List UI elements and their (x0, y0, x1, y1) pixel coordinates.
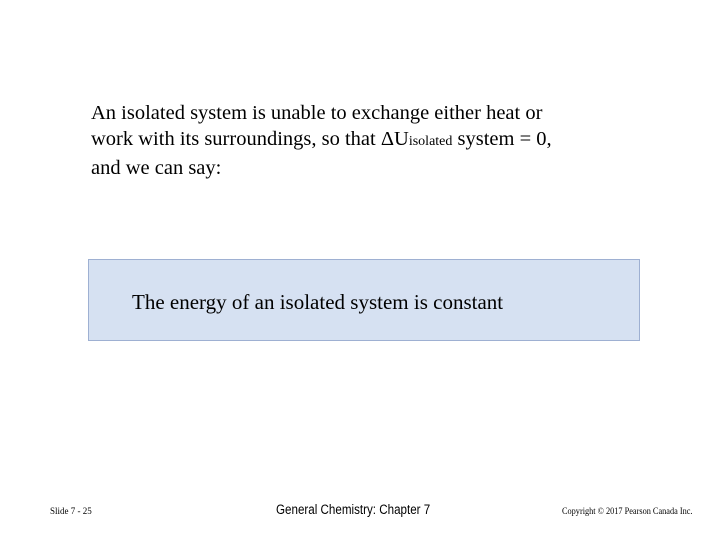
body-line-2-end: system = 0, (452, 128, 552, 150)
body-line-2 (91, 126, 651, 155)
callout-text: The energy of an isolated system is constant (132, 290, 504, 314)
body-line-1: An isolated system is unable to exchange either heat or (91, 102, 543, 124)
isolated-subscript: isolated (408, 134, 453, 149)
body-line-3: and we can say: (91, 157, 222, 179)
slide-body-text (91, 100, 651, 181)
footer-course-title: General Chemistry: Chapter 7 (276, 502, 431, 517)
callout-box (88, 259, 640, 341)
slide-number: Slide 7 - 25 (50, 506, 92, 516)
body-line-2-start: work with its surroundings, so that ΔU (91, 128, 409, 150)
footer-copyright: Copyright © 2017 Pearson Canada Inc. (562, 506, 693, 516)
